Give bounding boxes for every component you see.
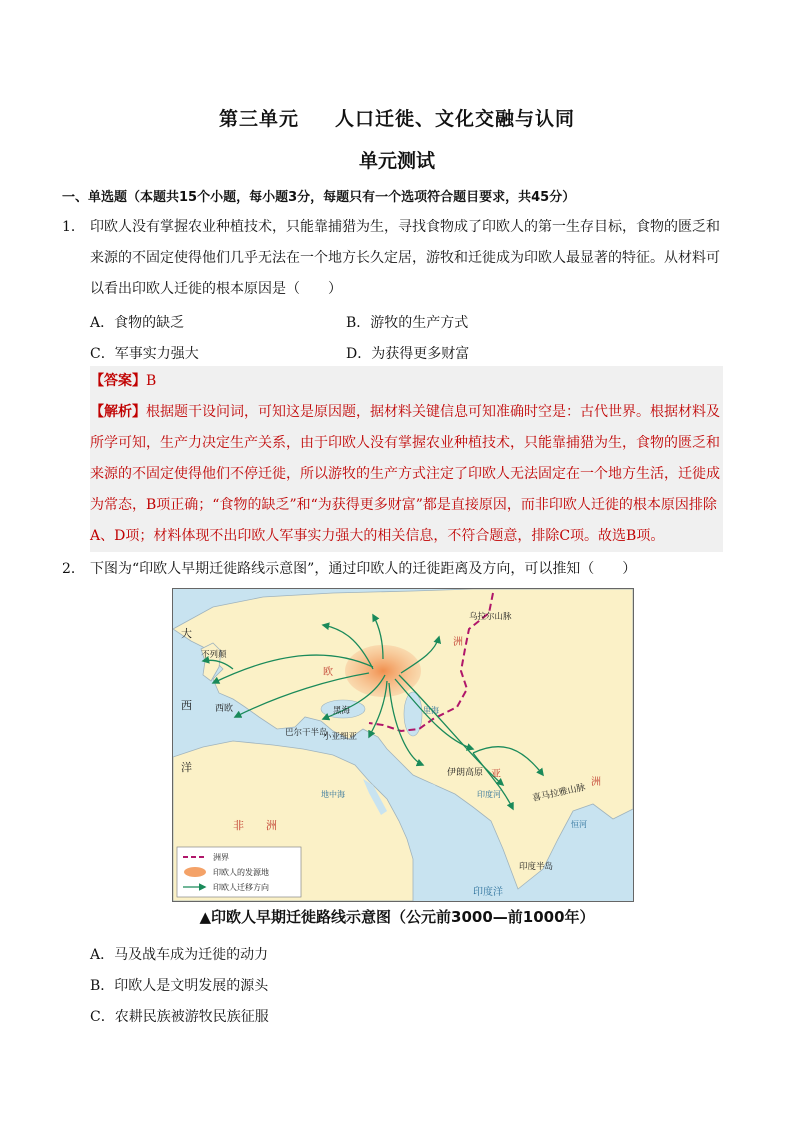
question-number: 1． <box>62 219 85 235</box>
label-asia-minor: 小亚细亚 <box>323 731 358 741</box>
label-ganges: 恒河 <box>571 820 587 829</box>
stem-line: 以看出印欧人迁徙的根本原因是（ ） <box>90 281 342 297</box>
analysis-line: 为常态，B项正确；“食物的缺乏”和“为获得更多财富”都是直接原因，而非印欧人迁徙的根本原因排除 <box>90 497 717 513</box>
label-asia: 亚 <box>491 769 501 780</box>
answer-value: B <box>146 373 157 389</box>
label-britain: 不列颠 <box>201 649 227 659</box>
analysis-line: 来源的不固定使得他们不停迁徙，所以游牧的生产方式注定了印欧人无法固定在一个地方生活，迁徙成 <box>90 466 720 482</box>
option-c[interactable]: C．农耕民族被游牧民族征服 <box>90 1009 269 1025</box>
question-number: 2． <box>62 561 85 577</box>
label-indus: 印度河 <box>477 790 501 799</box>
option-b[interactable]: B．印欧人是文明发展的源头 <box>90 978 269 994</box>
analysis-line: A、D项；材料体现不出印欧人军事实力强大的相关信息，不符合题意，排除C项。故选B项。 <box>90 528 665 544</box>
map-svg <box>173 589 633 901</box>
question-2 <box>62 554 732 585</box>
test-subtitle: 单元测试 <box>358 150 435 172</box>
unit-topic: 人口迁徙、文化交融与认同 <box>335 108 576 130</box>
analysis-tag: 【解析】 <box>90 404 146 420</box>
analysis-line: 所学可知，生产力决定生产关系，由于印欧人没有掌握农业种植技术，只能靠捕猎为生，食物的匮乏和 <box>90 435 720 451</box>
label-balkan: 巴尔干半岛 <box>285 727 328 737</box>
label-caspian: 里海 <box>423 706 439 715</box>
label-black-sea: 黑海 <box>333 705 351 715</box>
answer-tag: 【答案】 <box>90 373 146 389</box>
label-ocean-yang: 洋 <box>181 762 192 774</box>
label-ocean-da: 大 <box>181 628 192 640</box>
option-c[interactable]: C．军事实力强大 <box>90 346 199 362</box>
stem-line: 印欧人没有掌握农业种植技术，只能靠捕猎为生，寻找食物成了印欧人的第一生存目标，食物的匮乏和 <box>90 219 720 235</box>
label-indian-ocean: 印度洋 <box>473 887 503 898</box>
legend-origin: 印欧人的发源地 <box>213 868 269 877</box>
map-caption: ▲印欧人早期迁徙路线示意图（公元前3000—前1000年） <box>199 908 595 926</box>
answer-line <box>90 366 723 397</box>
label-europe: 欧 <box>323 667 333 678</box>
option-a[interactable]: A．马及战车成为迁徙的动力 <box>90 947 269 963</box>
legend-route: 印欧人迁移方向 <box>213 883 269 892</box>
label-himalaya: 喜马拉雅山脉 <box>531 781 587 803</box>
stem-line: 来源的不固定使得他们几乎无法在一个地方长久定居，游牧和迁徙成为印欧人最显著的特征。从材料可 <box>90 250 720 266</box>
label-ural: 乌拉尔山脉 <box>469 611 512 621</box>
label-ocean-xi: 西 <box>181 700 192 712</box>
label-africa: 非 洲 <box>233 820 277 832</box>
question-stem: 下图为“印欧人早期迁徙路线示意图”，通过印欧人的迁徙距离及方向，可以推知（ ） <box>90 561 637 577</box>
migration-map <box>172 588 634 902</box>
label-asia-zhou: 洲 <box>591 777 601 788</box>
option-a[interactable]: A．食物的缺乏 <box>90 315 185 331</box>
label-mediterranean: 地中海 <box>321 790 345 799</box>
question-1 <box>62 212 732 305</box>
unit-title <box>0 104 794 131</box>
unit-number: 第三单元 <box>218 108 299 130</box>
analysis-line: 【解析】根据题干设问词，可知这是原因题，据材料关键信息可知准确时空是：古代世界。根据材料及 <box>90 404 720 420</box>
option-d[interactable]: D．为获得更多财富 <box>346 346 470 362</box>
label-europe-zhou: 洲 <box>453 637 463 648</box>
label-iran: 伊朗高原 <box>447 767 484 777</box>
answer-analysis-box <box>90 366 723 552</box>
option-b[interactable]: B．游牧的生产方式 <box>346 315 469 331</box>
map-legend <box>177 847 301 897</box>
label-india: 印度半岛 <box>519 861 554 871</box>
label-western-europe: 西欧 <box>215 703 234 713</box>
section-heading: 一、单选题（本题共15个小题，每小题3分，每题只有一个选项符合题目要求，共45分） <box>62 190 576 205</box>
legend-boundary: 洲界 <box>213 853 229 862</box>
question-stem <box>90 212 732 305</box>
